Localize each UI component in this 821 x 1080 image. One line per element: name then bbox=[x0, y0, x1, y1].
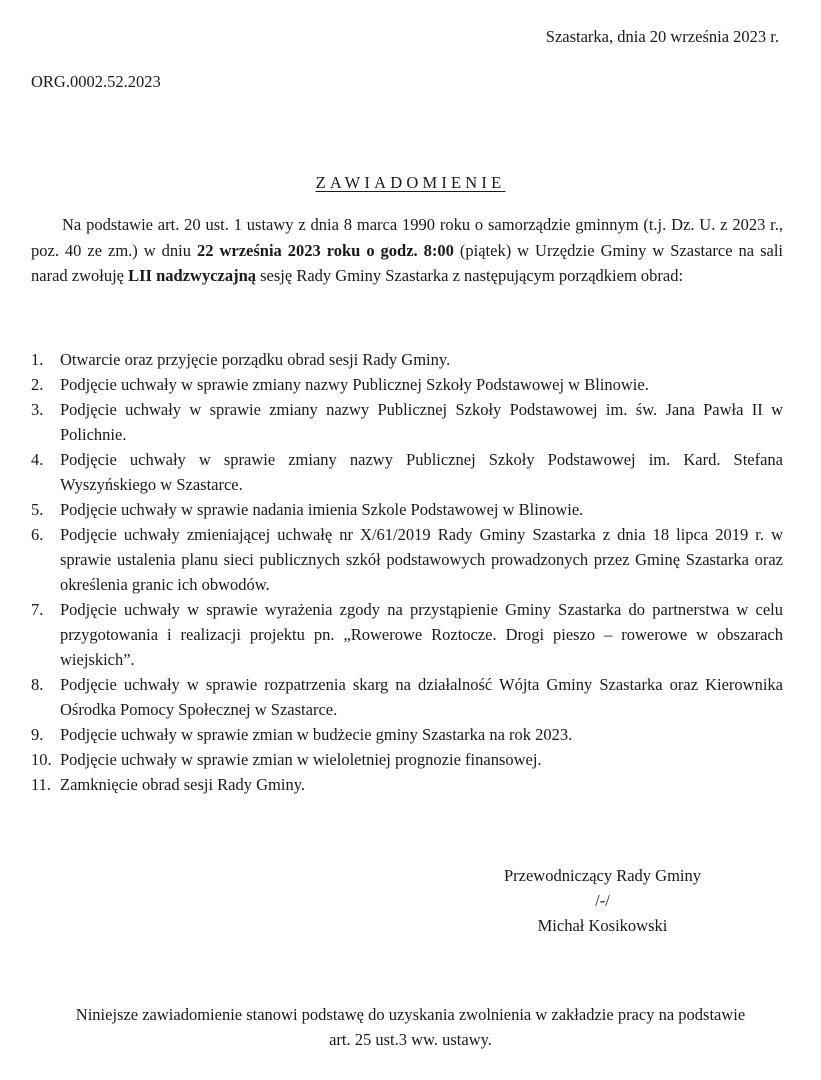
agenda-item-text: Podjęcie uchwały w sprawie zmian w wieloletniej prognozie finansowej. bbox=[60, 750, 542, 769]
agenda-item bbox=[31, 747, 783, 772]
intro-text-3: sesję Rady Gminy Szastarka z następującym porządkiem obrad: bbox=[256, 266, 684, 285]
agenda-item-number: 6. bbox=[31, 525, 44, 544]
agenda-item-text: Podjęcie uchwały w sprawie zmiany nazwy Publicznej Szkoły Podstawowej im. św. Jana Pawła II w Polichnie. bbox=[60, 400, 783, 444]
agenda-item-number: 10. bbox=[31, 750, 52, 769]
session-datetime: 22 września 2023 roku o godz. 8:00 bbox=[196, 240, 454, 260]
agenda-item-text: Podjęcie uchwały w sprawie zmian w budżecie gminy Szastarka na rok 2023. bbox=[60, 725, 573, 744]
agenda-item bbox=[31, 397, 783, 447]
signature-block bbox=[470, 863, 735, 938]
agenda-item-text: Podjęcie uchwały zmieniającej uchwałę nr X/61/2019 Rady Gminy Szastarka z dnia 18 lipca 2019 r. w sprawie ustalenia planu sieci publicznych szkół podstawowych prowadzonych przez Gminę Szastarka oraz określenia granic ich obwodów. bbox=[60, 525, 783, 594]
agenda-list bbox=[31, 347, 783, 797]
agenda-item bbox=[31, 497, 783, 522]
footer-note-line-2: art. 25 ust.3 ww. ustawy. bbox=[329, 1030, 492, 1049]
agenda-item bbox=[31, 522, 783, 597]
agenda-item bbox=[31, 347, 783, 372]
agenda-item-text: Otwarcie oraz przyjęcie porządku obrad sesji Rady Gminy. bbox=[60, 350, 451, 369]
agenda-item-number: 2. bbox=[31, 375, 44, 394]
agenda-item-text: Podjęcie uchwały w sprawie zmiany nazwy Publicznej Szkoły Podstawowej im. Kard. Stefana Wyszyńskiego w Szastarce. bbox=[60, 450, 783, 494]
agenda-item bbox=[31, 447, 783, 497]
agenda-item-number: 1. bbox=[31, 350, 44, 369]
intro-text-1: Na podstawie art. 20 ust. 1 ustawy z dnia 8 marca 1990 roku o samorządzie gminnym (t.j. Dz. U. z 2023 r., poz. 40 ze zm.) w dniu bbox=[31, 215, 783, 260]
agenda-item-text: Podjęcie uchwały w sprawie nadania imienia Szkole Podstawowej w Blinowie. bbox=[60, 500, 584, 519]
agenda-item bbox=[31, 372, 783, 397]
place-and-date: Szastarka, dnia 20 września 2023 r. bbox=[545, 27, 779, 46]
agenda-item-number: 9. bbox=[31, 725, 44, 744]
agenda-item-text: Podjęcie uchwały w sprawie zmiany nazwy Publicznej Szkoły Podstawowej w Blinowie. bbox=[60, 375, 649, 394]
signature-mark: /-/ bbox=[595, 891, 610, 910]
agenda-item-number: 7. bbox=[31, 600, 44, 619]
agenda-item-number: 4. bbox=[31, 450, 44, 469]
reference-number: ORG.0002.52.2023 bbox=[31, 72, 161, 91]
agenda-item-number: 5. bbox=[31, 500, 44, 519]
signatory-role: Przewodniczący Rady Gminy bbox=[503, 866, 702, 885]
signatory-name: Michał Kosikowski bbox=[537, 916, 668, 935]
intro-paragraph bbox=[31, 212, 783, 289]
document-title: ZAWIADOMIENIE bbox=[315, 173, 506, 192]
agenda-item bbox=[31, 672, 783, 722]
agenda-item-text: Zamknięcie obrad sesji Rady Gminy. bbox=[60, 775, 305, 794]
footer-note-line-1: Niniejsze zawiadomienie stanowi podstawę do uzyskania zwolnienia w zakładzie pracy na podstawie bbox=[75, 1005, 746, 1024]
agenda-item-number: 8. bbox=[31, 675, 44, 694]
agenda-item bbox=[31, 772, 783, 797]
agenda-item-number: 11. bbox=[31, 775, 52, 794]
session-number: LII nadzwyczajną bbox=[128, 266, 257, 285]
footer-note bbox=[0, 1002, 821, 1052]
agenda-item bbox=[31, 597, 783, 672]
agenda-item-text: Podjęcie uchwały w sprawie wyrażenia zgody na przystąpienie Gminy Szastarka do partnerstwa w celu przygotowania i realizacji projektu pn. „Rowerowe Roztocze. Drogi pieszo – rowerowe w obszarach wiejskich”. bbox=[60, 600, 783, 669]
agenda-item bbox=[31, 722, 783, 747]
agenda-item-number: 3. bbox=[31, 400, 44, 419]
intro-text-2: (piątek) w Urzędzie Gminy w Szastarce na sali narad zwołuję bbox=[31, 240, 783, 285]
agenda-item-text: Podjęcie uchwały w sprawie rozpatrzenia skarg na działalność Wójta Gminy Szastarka oraz Kierownika Ośrodka Pomocy Społecznej w Szastarce. bbox=[60, 675, 783, 719]
